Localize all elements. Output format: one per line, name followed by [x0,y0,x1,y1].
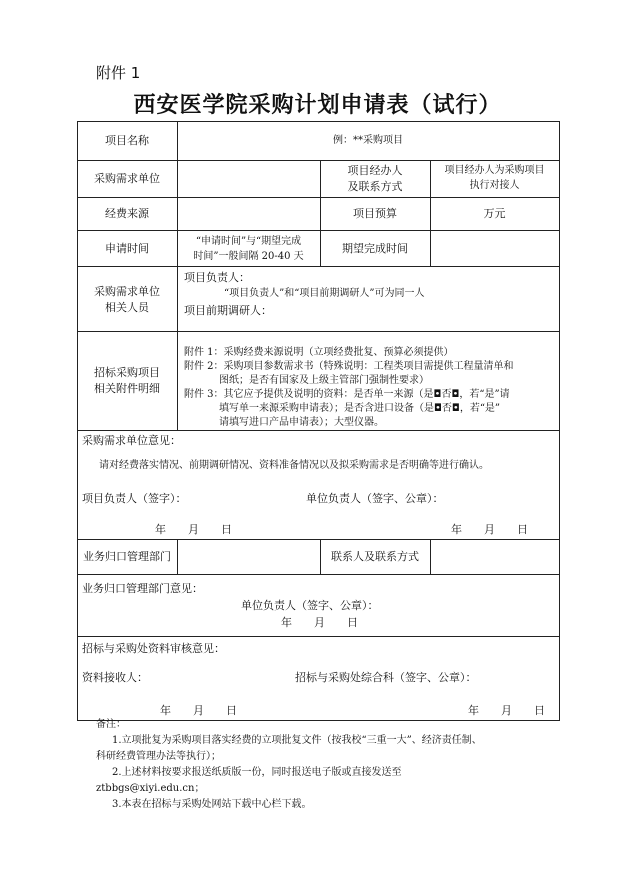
attachment-3-cont2: 请填写进口产品申请表）；大型仪器。 [219,417,384,428]
project-name-value[interactable]: 例：**采购项目 [333,135,403,146]
handler-label-1: 项目经办人 [347,164,403,177]
review-receiver[interactable]: 资料接收人： [82,671,148,684]
attachment-2-cont: 图纸；是否有国家及上级主管部门强制性要求） [219,375,429,386]
dept-opinion-date[interactable]: 年 月 日 [281,616,358,629]
notes-title: 备注： [96,719,126,730]
project-name-label: 项目名称 [105,134,149,147]
review-date-left[interactable]: 年 月 日 [160,704,237,717]
date-left[interactable]: 年 月 日 [155,523,232,536]
note-1: 1.立项批复为采购项目落实经费的立项批复文件（按我校“三重一大”、经济责任制、 [112,735,482,746]
handler-value-1[interactable]: 项目经办人为采购项目 [444,165,545,176]
expected-date-field[interactable] [431,231,559,266]
project-leader-sign[interactable]: 项目负责人（签字）： [82,492,187,505]
budget-unit[interactable]: 万元 [483,207,506,220]
form-title: 西安医学院采购计划申请表（试行） [133,93,502,118]
note-2: 2.上述材料按要求报送纸质版一份，同时报送电子版或直接发送至 [112,767,402,778]
attachment-2: 附件 2：采购项目参数需求书（特殊说明：工程类项目需提供工程量清单和 [184,361,514,372]
expected-date-label: 期望完成时间 [342,242,408,255]
notes [82,717,582,813]
review-title: 招标与采购处资料审核意见： [82,642,225,655]
demand-unit-label: 采购需求单位 [94,172,160,185]
attachment-3-cont1: 填写单一来源采购申请表）；是否含进口设备（是◘否◘，若“是” [219,403,501,414]
personnel-label-1: 采购需求单位 [94,285,160,298]
funding-label: 经费来源 [105,207,149,220]
project-leader-field[interactable]: 项目负责人： [184,271,250,284]
handler-label-2: 及联系方式 [347,180,403,193]
dept-opinion-title: 业务归口管理部门意见： [82,582,203,595]
note-1-cont: 科研经费管理办法等执行）； [96,751,221,762]
date-hint-1[interactable]: “申请时间”与“期望完成 [195,236,302,247]
attachment-3: 附件 3：其它应予提供及说明的资料：是否单一来源（是◘否◘，若“是”请 [184,389,510,400]
demand-opinion-body: 请对经费落实情况、前期调研情况、资料准备情况以及拟采购需求是否明确等进行确认。 [99,460,489,471]
unit-leader-sign[interactable]: 单位负责人（签字、公章）： [306,492,444,505]
attachments-label-1: 招标采购项目 [94,366,160,379]
attachment-label: 附件 1 [96,64,141,82]
funding-field[interactable] [178,198,320,230]
personnel-label-2: 相关人员 [105,301,149,314]
dept-opinion-sign[interactable]: 单位负责人（签字、公章）： [241,599,379,612]
budget-label: 项目预算 [353,207,397,220]
demand-unit-field[interactable] [178,161,320,197]
handler-value-2[interactable]: 执行对接人 [469,180,520,191]
review-office-sign[interactable]: 招标与采购处综合科（签字、公章）： [295,671,477,684]
attachments-label-2: 相关附件明细 [94,382,160,395]
note-2-email[interactable]: ztbbgs@xiyi.edu.cn； [96,783,205,794]
dept-label: 业务归口管理部门 [83,550,171,563]
demand-opinion-title: 采购需求单位意见： [82,434,181,447]
date-right[interactable]: 年 月 日 [451,523,528,536]
dept-contact-label: 联系人及联系方式 [331,550,419,563]
note-3: 3.本表在招标与采购处网站下载中心栏下载。 [112,799,312,810]
attachment-1: 附件 1：采购经费来源说明（立项经费批复、预算必须提供） [184,347,454,358]
apply-date-label: 申请时间 [105,242,149,255]
dept-field[interactable] [178,540,320,574]
date-hint-2[interactable]: 时间”一般间隔 20-40 天 [193,251,304,262]
researcher-field[interactable]: 项目前期调研人： [184,304,272,317]
dept-contact-field[interactable] [431,540,559,574]
personnel-note: “项目负责人”和“项目前期调研人”可为同一人 [224,288,425,299]
review-date-right[interactable]: 年 月 日 [468,704,545,717]
